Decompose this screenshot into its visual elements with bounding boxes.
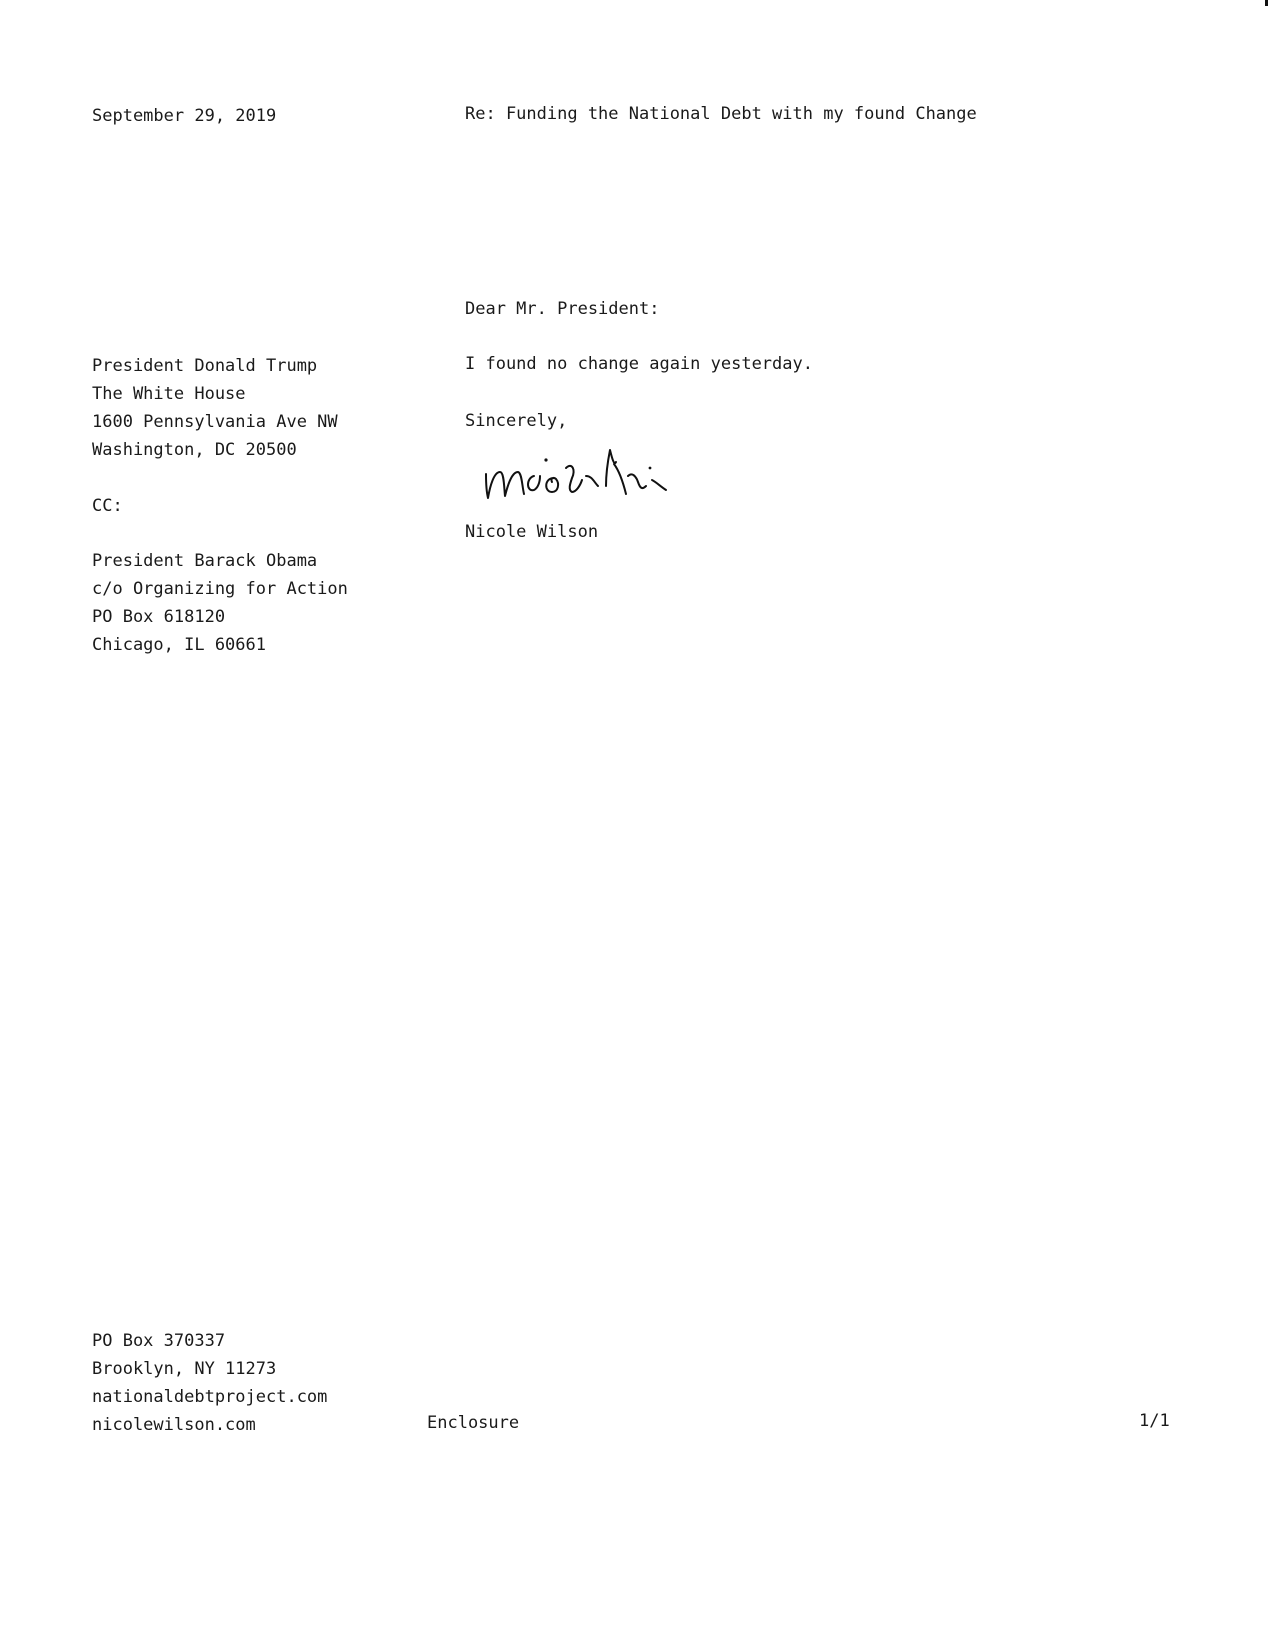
sender-line-1: PO Box 370337 xyxy=(92,1331,226,1351)
recipient-name: President Donald Trump xyxy=(92,356,318,376)
handwritten-signature xyxy=(482,446,702,512)
cc-line-3: Chicago, IL 60661 xyxy=(92,635,266,655)
recipient-line-1: The White House xyxy=(92,384,246,404)
signature-name: Nicole Wilson xyxy=(465,522,599,542)
salutation: Dear Mr. President: xyxy=(465,299,660,319)
cc-line-1: c/o Organizing for Action xyxy=(92,579,348,599)
sender-website-2: nicolewilson.com xyxy=(92,1415,256,1435)
recipient-line-2: 1600 Pennsylvania Ave NW xyxy=(92,412,338,432)
letter-body: I found no change again yesterday. xyxy=(465,354,813,374)
sender-website-1: nationaldebtproject.com xyxy=(92,1387,328,1407)
cc-line-2: PO Box 618120 xyxy=(92,607,226,627)
letter-subject: Re: Funding the National Debt with my found Change xyxy=(465,104,977,124)
closing: Sincerely, xyxy=(465,411,568,431)
enclosure-label: Enclosure xyxy=(427,1413,520,1433)
sender-line-2: Brooklyn, NY 11273 xyxy=(92,1359,277,1379)
cc-label: CC: xyxy=(92,496,123,516)
recipient-line-3: Washington, DC 20500 xyxy=(92,440,297,460)
cc-name: President Barack Obama xyxy=(92,551,318,571)
letter-date: September 29, 2019 xyxy=(92,106,277,126)
page-number: 1/1 xyxy=(1139,1411,1170,1431)
